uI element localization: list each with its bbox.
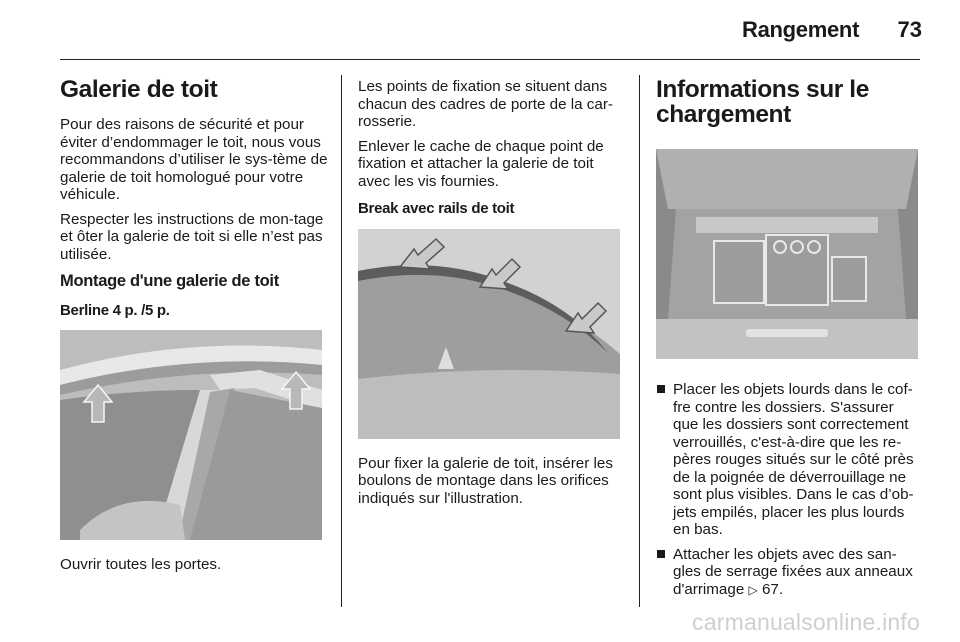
figure-caption: Pour fixer la galerie de toit, insérer les boulons de montage dans les orifices indiqués sur l'illustration. bbox=[358, 454, 613, 507]
paragraph: Respecter les instructions de mon-tage et ôter la galerie de toit si elle n’est pas utilisée. bbox=[60, 210, 324, 263]
header-title: Rangement bbox=[742, 17, 860, 42]
paragraph: Les points de fixation se situent dans chacun des cadres de porte de la car-rosserie. bbox=[358, 78, 613, 130]
section-heading-loading-info: Informations sur le chargement bbox=[656, 76, 869, 128]
column-2 bbox=[358, 72, 624, 514]
wagon-roof-rails-illustration bbox=[358, 229, 620, 439]
bullet-square-icon bbox=[657, 385, 665, 393]
paragraph: Enlever le cache de chaque point de fixation et attacher la galerie de toit avec les vis fournies. bbox=[358, 137, 604, 190]
page-number: 73 bbox=[897, 17, 922, 42]
subheading-wagon-rails: Break avec rails de toit bbox=[358, 200, 515, 217]
list-item: Placer les objets lourds dans le cof-fre contre les dossiers. S'assurer que les dossiers sont correctement verrouillés, c'est-à-dire que les re-pères rouges situés sur le côté près de la poignée de déverrouillage ne sont plus visibles. Dans le cas d’ob-jets empilés, placer les plus lourds en bas. bbox=[656, 381, 922, 539]
trunk-loading-illustration bbox=[656, 149, 918, 359]
list-item: Attacher les objets avec des san-gles de serrage fixées aux anneaux d'arrimage ▷ 67. bbox=[656, 546, 922, 600]
section-heading-roof-rack: Galerie de toit bbox=[60, 76, 218, 103]
figure-caption: Ouvrir toutes les portes. bbox=[60, 556, 222, 573]
column-divider-2 bbox=[639, 75, 640, 607]
column-3 bbox=[656, 72, 922, 606]
header-rule bbox=[60, 59, 920, 60]
column-divider-1 bbox=[341, 75, 342, 607]
paragraph: Pour des raisons de sécurité et pour éviter d’endommager le toit, nous vous recommandons d’utiliser le sys-tème de galerie de toit homologué pour votre véhicule. bbox=[60, 116, 328, 203]
page-reference-icon: ▷ bbox=[748, 582, 758, 597]
watermark: carmanualsonline.info bbox=[692, 609, 920, 635]
column-1 bbox=[60, 72, 328, 581]
loading-bullet-list bbox=[656, 381, 922, 599]
page-reference[interactable]: 67. bbox=[761, 580, 784, 598]
subheading-sedan: Berline 4 p. /5 p. bbox=[60, 301, 170, 319]
subheading-mounting: Montage d'une galerie de toit bbox=[60, 272, 279, 290]
sedan-roof-illustration bbox=[60, 330, 322, 540]
bullet-square-icon bbox=[657, 550, 665, 558]
